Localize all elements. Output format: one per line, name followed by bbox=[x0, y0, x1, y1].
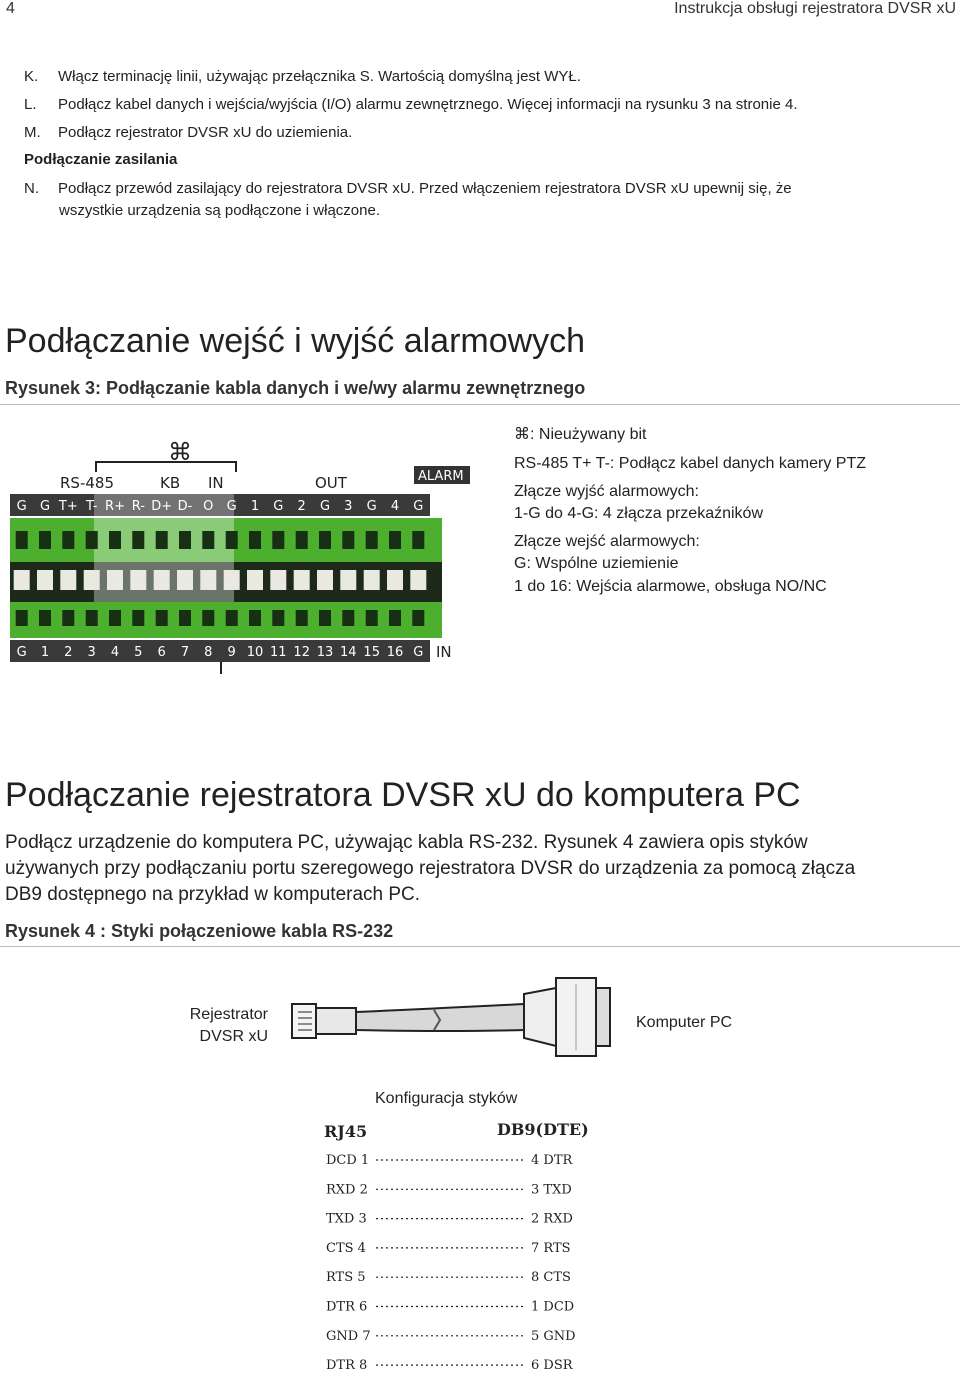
terminal-slot bbox=[364, 570, 380, 590]
terminal-slot bbox=[410, 570, 426, 590]
rj45-plug bbox=[292, 1004, 316, 1038]
pc-label: Komputer PC bbox=[636, 1014, 733, 1031]
pin-label: G bbox=[226, 499, 237, 514]
rj45-body bbox=[316, 1008, 356, 1034]
terminal-slot bbox=[224, 570, 240, 590]
terminal-screw bbox=[156, 610, 168, 626]
pin-label: T- bbox=[85, 499, 98, 514]
pinout-right-pin: 3 TXD bbox=[531, 1182, 572, 1198]
pin-label: R- bbox=[131, 499, 145, 514]
legend-alarm-out: 1-G do 4-G: 4 złącza przekaźników bbox=[514, 505, 763, 522]
pinout-right-pin: 7 RTS bbox=[531, 1240, 571, 1256]
caption-rule bbox=[0, 946, 960, 947]
pin-label: 11 bbox=[270, 645, 287, 660]
db9-hood bbox=[524, 988, 556, 1046]
pinout-left-pin: CTS 4 bbox=[326, 1240, 366, 1256]
pin-label: 5 bbox=[134, 645, 143, 660]
terminal-screw bbox=[249, 531, 261, 549]
terminal-screw bbox=[296, 610, 308, 626]
terminal-screw bbox=[109, 610, 121, 626]
pin-label: 1 bbox=[40, 645, 50, 660]
pin-label: 9 bbox=[227, 645, 236, 660]
terminal-screw bbox=[62, 531, 74, 549]
legend-ground: G: Wspólne uziemienie bbox=[514, 555, 679, 572]
label-bottom-in: IN bbox=[436, 643, 452, 661]
terminal-screw bbox=[226, 531, 238, 549]
pinout-right-pin: 6 DSR bbox=[531, 1358, 573, 1374]
terminal-screw bbox=[412, 610, 424, 626]
pin-label: T+ bbox=[58, 499, 78, 514]
paragraph-line: DB9 dostępnego na przykład w komputerach PC. bbox=[5, 884, 421, 905]
pin-label: G bbox=[39, 499, 51, 514]
paragraph-line: Podłącz urządzenie do komputera PC, używając kabla RS-232. Rysunek 4 zawiera opis styków bbox=[5, 832, 808, 853]
terminal-screw bbox=[86, 531, 98, 549]
legend-unused: ⌘: Nieużywany bit bbox=[514, 426, 647, 443]
pin-label: 8 bbox=[204, 645, 213, 660]
figure-4-caption: Rysunek 4 : Styki połączeniowe kabla RS-232 bbox=[5, 921, 394, 941]
terminal-slot bbox=[270, 570, 286, 590]
pin-label: O bbox=[203, 499, 214, 514]
terminal-slot bbox=[177, 570, 193, 590]
step-letter: N. bbox=[24, 180, 39, 197]
document-title: Instrukcja obsługi rejestratora DVSR xU bbox=[674, 0, 956, 17]
figure-3-caption: Rysunek 3: Podłączanie kabla danych i we/wy alarmu zewnętrznego bbox=[5, 378, 586, 398]
step-text: Podłącz przewód zasilający do rejestratora DVSR xU. Przed włączeniem rejestratora DVSR xU upewnij się, że bbox=[58, 180, 792, 197]
terminal-slot bbox=[130, 570, 146, 590]
terminal-screw bbox=[342, 531, 354, 549]
terminal-screw bbox=[86, 610, 98, 626]
terminal-slot bbox=[340, 570, 356, 590]
legend-alarm-out-title: Złącze wyjść alarmowych: bbox=[514, 483, 699, 500]
pin-label: 2 bbox=[297, 499, 306, 514]
terminal-slot bbox=[247, 570, 263, 590]
pinout-right-pin: 4 DTR bbox=[531, 1153, 573, 1168]
terminal-screw bbox=[179, 610, 191, 626]
terminal-slot bbox=[387, 570, 403, 590]
terminal-screw bbox=[62, 610, 74, 626]
pin-label: 4 bbox=[390, 499, 400, 514]
caption-rule bbox=[0, 404, 960, 405]
pin-label: 15 bbox=[363, 645, 380, 660]
terminal-screw bbox=[249, 610, 261, 626]
terminal-slot bbox=[154, 570, 170, 590]
terminal-screw bbox=[16, 610, 28, 626]
terminal-screw bbox=[342, 610, 354, 626]
label-out: OUT bbox=[315, 474, 347, 492]
pinout-right-pin: 5 GND bbox=[531, 1328, 576, 1344]
step-n-line2: wszystkie urządzenia są podłączone i włączone. bbox=[59, 202, 380, 219]
pc-paragraph bbox=[5, 830, 955, 908]
terminal-slot bbox=[317, 570, 333, 590]
pinout-right-pin: 1 DCD bbox=[531, 1299, 575, 1315]
label-rs485: RS-485 bbox=[60, 474, 114, 492]
step-letter: K. bbox=[24, 68, 39, 85]
step-n bbox=[24, 180, 792, 197]
pin-label: G bbox=[413, 499, 424, 514]
terminal-screw bbox=[179, 531, 191, 549]
pin-label: G bbox=[16, 645, 27, 660]
terminal-screw bbox=[412, 531, 424, 549]
pin-label: G bbox=[273, 499, 284, 514]
terminal-slot bbox=[14, 570, 30, 590]
alarm-section-heading: Podłączanie wejść i wyjść alarmowych bbox=[5, 322, 586, 360]
step-text: Podłącz kabel danych i wejścia/wyjścia (I/O) alarmu zewnętrznego. Więcej informacji na rysunku 3 na stronie 4. bbox=[58, 96, 798, 113]
db9-face bbox=[596, 988, 610, 1046]
pin-label: 10 bbox=[246, 645, 264, 660]
pinout-left-pin: DTR 6 bbox=[326, 1299, 368, 1315]
terminal-screw bbox=[109, 531, 121, 549]
pin-label: 7 bbox=[180, 645, 190, 660]
terminal-screw bbox=[202, 531, 214, 549]
terminal-screw bbox=[39, 610, 51, 626]
terminal-screw bbox=[132, 610, 144, 626]
legend-inputs: 1 do 16: Wejścia alarmowe, obsługa NO/NC bbox=[514, 578, 827, 595]
pin-label: D- bbox=[177, 499, 193, 514]
step-letter: L. bbox=[24, 96, 37, 113]
pinout-left-pin: RTS 5 bbox=[326, 1270, 366, 1286]
terminal-slot bbox=[60, 570, 76, 590]
pin-label: 13 bbox=[316, 645, 334, 660]
pin-label: G bbox=[413, 645, 424, 660]
step-text: Podłącz rejestrator DVSR xU do uziemienia. bbox=[58, 124, 353, 141]
pinout-right-pin: 8 CTS bbox=[531, 1270, 571, 1286]
terminal-screw bbox=[39, 531, 51, 549]
pin-label: D+ bbox=[151, 499, 173, 514]
terminal-screw bbox=[389, 531, 401, 549]
pin-label: 6 bbox=[157, 645, 166, 660]
pin-label: 14 bbox=[340, 645, 357, 660]
pin-label: 2 bbox=[64, 645, 73, 660]
terminal-slot bbox=[37, 570, 53, 590]
terminal-screw bbox=[296, 531, 308, 549]
step-letter: M. bbox=[24, 124, 41, 141]
rs232-cable-drawing bbox=[288, 974, 614, 1060]
terminal-screw bbox=[156, 531, 168, 549]
pin-label: G bbox=[16, 499, 27, 514]
recorder-label-line: DVSR xU bbox=[199, 1028, 268, 1045]
terminal-screw bbox=[389, 610, 401, 626]
terminal-screw bbox=[16, 531, 28, 549]
pinout-table bbox=[320, 1148, 580, 1376]
label-in: IN bbox=[208, 474, 224, 492]
pin-label: 1 bbox=[250, 499, 260, 514]
pin-label: 3 bbox=[344, 499, 353, 514]
pinout-left-pin: DTR 8 bbox=[326, 1358, 368, 1374]
legend-rs485: RS-485 T+ T-: Podłącz kabel danych kamery PTZ bbox=[514, 455, 867, 472]
pin-label: 16 bbox=[386, 645, 404, 660]
terminal-screw bbox=[366, 610, 378, 626]
terminal-screw bbox=[226, 610, 238, 626]
terminal-slot bbox=[294, 570, 310, 590]
step-text: Włącz terminację linii, używając przełącznika S. Wartością domyślną jest WYŁ. bbox=[58, 68, 581, 85]
pin-label: 3 bbox=[87, 645, 96, 660]
terminal-screw bbox=[272, 610, 284, 626]
alarm-terminal-diagram bbox=[10, 432, 472, 674]
terminal-screw bbox=[319, 610, 331, 626]
pinout-left-pin: RXD 2 bbox=[326, 1182, 368, 1198]
terminal-slot bbox=[200, 570, 216, 590]
pinout-left-header: RJ45 bbox=[324, 1122, 368, 1141]
terminal-screw bbox=[272, 531, 284, 549]
terminal-screw bbox=[132, 531, 144, 549]
power-heading: Podłączanie zasilania bbox=[24, 151, 178, 168]
terminal-slot bbox=[107, 570, 123, 590]
terminal-screw bbox=[202, 610, 214, 626]
pinout-left-pin: DCD 1 bbox=[326, 1153, 370, 1168]
paragraph-line: używanych przy podłączaniu portu szeregowego rejestratora DVSR do urządzenia za pomocą złącza bbox=[5, 858, 856, 879]
legend-alarm-in-title: Złącze wejść alarmowych: bbox=[514, 533, 700, 550]
pin-label: 12 bbox=[293, 645, 310, 660]
terminal-slot bbox=[84, 570, 100, 590]
pinout-right-header: DB9(DTE) bbox=[497, 1120, 589, 1139]
page-number: 4 bbox=[6, 0, 15, 17]
label-alarm: ALARM bbox=[418, 469, 464, 484]
unused-symbol: ⌘ bbox=[168, 438, 192, 466]
terminal-screw bbox=[366, 531, 378, 549]
recorder-label-line: Rejestrator bbox=[189, 1006, 268, 1023]
step-k bbox=[24, 68, 581, 85]
cable bbox=[356, 1004, 524, 1031]
recorder-label bbox=[150, 1004, 268, 1048]
terminal-screw bbox=[319, 531, 331, 549]
pin-label: G bbox=[366, 499, 377, 514]
step-m bbox=[24, 124, 352, 141]
pinout-right-pin: 2 RXD bbox=[531, 1211, 573, 1227]
pin-label: G bbox=[319, 499, 331, 514]
label-kb: KB bbox=[160, 474, 181, 492]
pinout-left-pin: TXD 3 bbox=[326, 1211, 367, 1227]
pin-config-label: Konfiguracja styków bbox=[375, 1090, 518, 1107]
pin-label: 4 bbox=[110, 645, 120, 660]
pinout-left-pin: GND 7 bbox=[326, 1328, 371, 1344]
pin-label: R+ bbox=[105, 499, 125, 514]
step-l bbox=[24, 96, 797, 113]
pc-section-heading: Podłączanie rejestratora DVSR xU do komputera PC bbox=[5, 776, 801, 814]
